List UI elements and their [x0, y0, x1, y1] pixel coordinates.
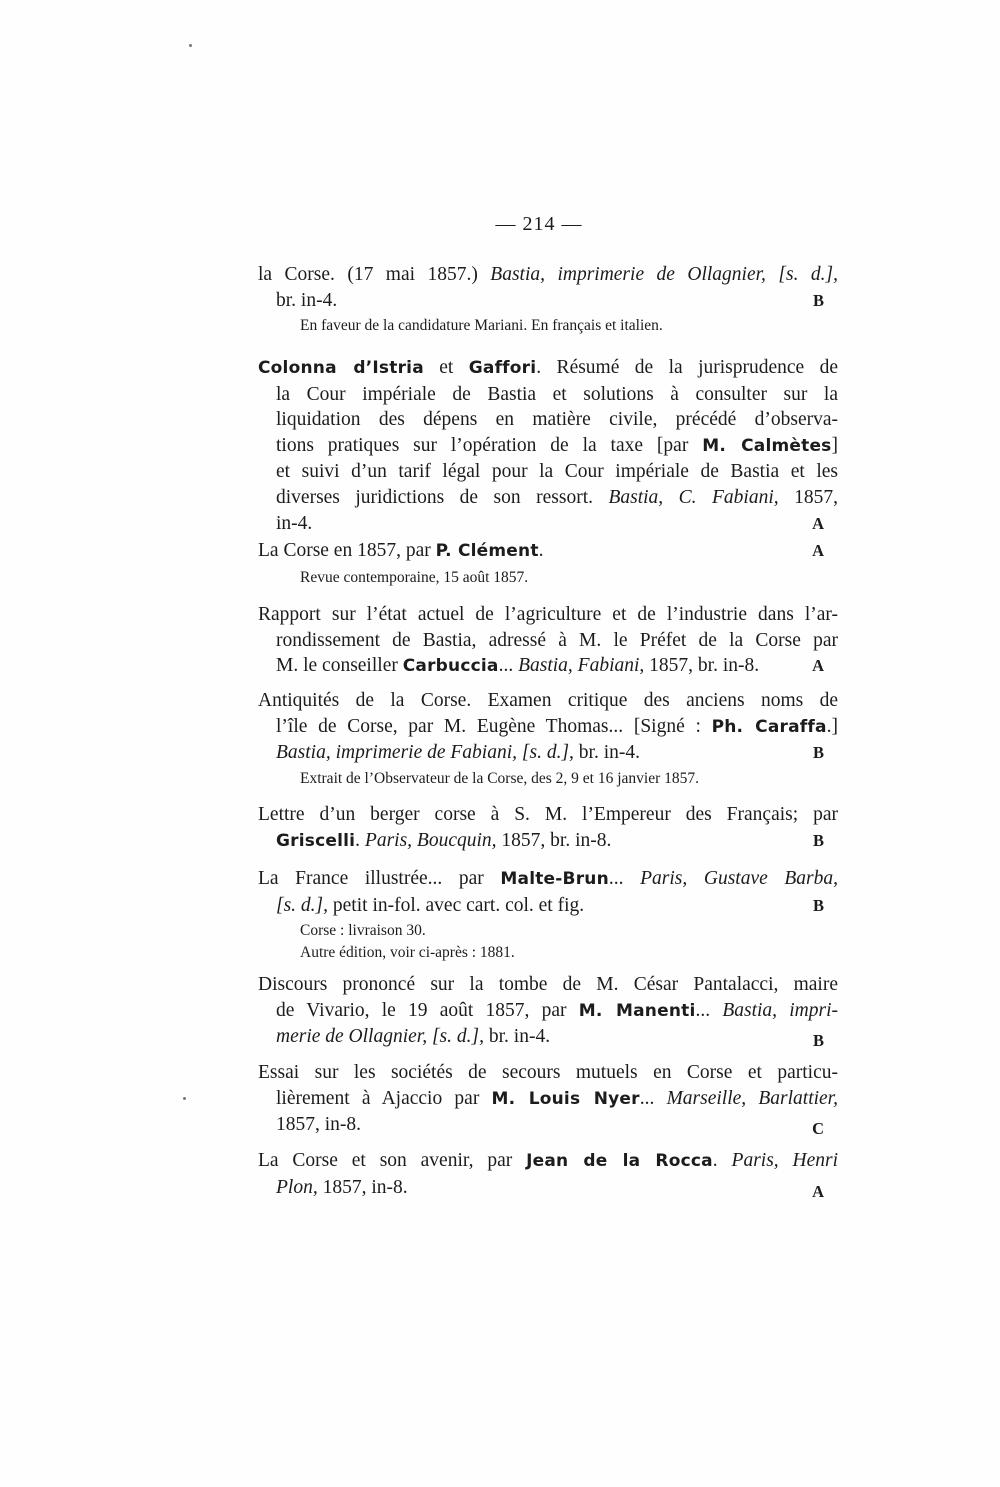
author-name: Jean de la Rocca [526, 1151, 713, 1171]
bibliography-entry [258, 866, 838, 964]
entry-line: et suivi d’un tarif légal pour la Cour impériale de Bastia et les [276, 461, 838, 483]
entry-line: La Corse et son avenir, par Jean de la Rocca. Paris, Henri [258, 1150, 839, 1171]
availability-mark: A [812, 656, 824, 676]
author-name: Ph. Caraffa [711, 716, 827, 737]
entry-note: Autre édition, voir ci-après : 1881. [300, 944, 515, 962]
author-name: M. Louis Nyer [491, 1088, 640, 1109]
availability-mark: C [812, 1119, 824, 1139]
bibliography-entry [258, 1060, 838, 1138]
availability-mark: B [812, 830, 824, 850]
entry-line: in-4. A [258, 511, 838, 537]
bibliography-entry [258, 355, 838, 536]
entry-line: Colonna d’Istria et Gaffori. Résumé de la jurisprudence de [258, 357, 838, 378]
entry-line: tions pratiques sur l’opération de la taxe [par M. Calmètes] [276, 434, 838, 456]
entry-line: la Cour impériale de Bastia et solutions à consulter sur la [276, 383, 838, 405]
availability-mark: B [812, 1031, 824, 1051]
bibliography-entry [258, 602, 838, 680]
entry-line: La Corse en 1857, par P. Clément. A [258, 538, 838, 565]
availability-mark: B [812, 743, 824, 763]
bibliography-entry [258, 538, 838, 589]
author-name: Malte-Brun [500, 869, 609, 889]
author-name: Gaffori [468, 358, 537, 378]
author-name: M. Calmètes [702, 435, 832, 456]
page-number: — 214 — [495, 213, 583, 235]
bibliography-entry [258, 972, 838, 1050]
entry-note: Extrait de l’Observateur de la Corse, des 2, 9 et 16 janvier 1857. [300, 769, 700, 787]
entry-line: M. le conseiller Carbuccia... Bastia, Fabiani, 1857, br. in-8. A [258, 653, 838, 680]
entry-line: br. in-4. B [258, 288, 838, 314]
availability-mark: A [812, 513, 824, 533]
entry-line: merie de Ollagnier, [s. d.], br. in-4. B [258, 1024, 838, 1050]
bibliography-entry [258, 802, 838, 854]
entry-line: liquidation des dépens en matière civile, précédé d’observa- [276, 409, 838, 431]
entry-line: Bastia, imprimerie de Fabiani, [s. d.], br. in-4. B [258, 740, 838, 766]
entry-line: Griscelli. Paris, Boucquin, 1857, br. in-8. B [258, 828, 838, 855]
entry-note: Revue contemporaine, 15 août 1857. [300, 568, 529, 586]
speck [189, 44, 192, 47]
author-name: Carbuccia [402, 656, 499, 677]
entry-line: La France illustrée... par Malte-Brun... Paris, Gustave Barba, [258, 868, 838, 889]
entry-line: Rapport sur l’état actuel de l’agriculture et de l’industrie dans l’ar- [258, 604, 838, 625]
author-name: P. Clément [435, 541, 539, 561]
bibliography-entry [258, 688, 838, 790]
entry-line: Discours prononcé sur la tombe de M. César Pantalacci, maire [258, 974, 838, 995]
entry-line: de Vivario, le 19 août 1857, par M. Manenti... Bastia, impri- [276, 999, 839, 1021]
entry-line: Antiquités de la Corse. Examen critique des anciens noms de [258, 690, 838, 711]
speck [183, 1097, 186, 1100]
entry-line: Plon, 1857, in-8. A [258, 1175, 838, 1201]
entry-line: rondissement de Bastia, adressé à M. le Préfet de la Corse par [276, 629, 838, 651]
bibliography-entry [258, 1148, 838, 1200]
entry-line: 1857, in-8. C [258, 1112, 838, 1138]
entry-line: diverses juridictions de son ressort. Bastia, C. Fabiani, 1857, [276, 486, 838, 508]
availability-mark: A [812, 1181, 824, 1201]
entry-line: Lettre d’un berger corse à S. M. l’Empereur des Français; par [258, 804, 838, 825]
entry-line: Essai sur les sociétés de secours mutuels en Corse et particu- [258, 1062, 838, 1083]
entry-line: la Corse. (17 mai 1857.) Bastia, imprimerie de Ollagnier, [s. d.], [258, 264, 838, 285]
author-name: Colonna d’Istria [258, 358, 424, 378]
entry-line: [s. d.], petit in-fol. avec cart. col. et fig. B [258, 893, 838, 919]
bibliography-entry [258, 262, 838, 337]
entry-line: l’île de Corse, par M. Eugène Thomas... [Signé : Ph. Caraffa.] [276, 715, 838, 737]
entry-note: En faveur de la candidature Mariani. En français et italien. [300, 317, 663, 335]
entry-note: Corse : livraison 30. [300, 922, 426, 940]
author-name: Griscelli [276, 830, 356, 851]
author-name: M. Manenti [578, 1000, 696, 1021]
availability-mark: B [812, 895, 824, 915]
availability-mark: A [812, 541, 824, 560]
entry-line: lièrement à Ajaccio par M. Louis Nyer... Marseille, Barlattier, [276, 1087, 838, 1109]
availability-mark: B [812, 290, 824, 310]
